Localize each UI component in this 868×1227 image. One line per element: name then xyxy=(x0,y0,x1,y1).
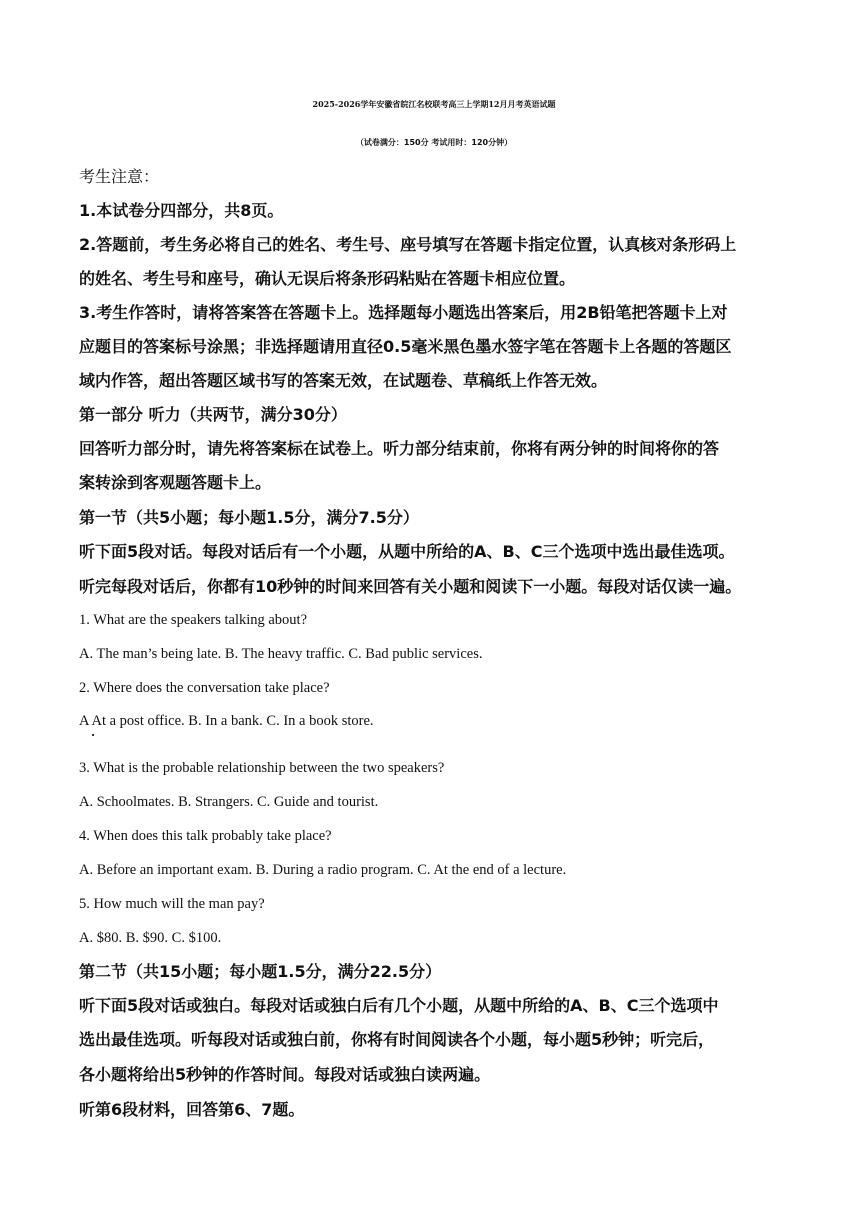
exam-info-subtitle: （试卷满分：150分 考试用时：120分钟） xyxy=(355,138,513,147)
notice-item-2-line-2: 的姓名、考生号和座号，确认无误后将条形码粘贴在答题卡相应位置。 xyxy=(79,269,576,288)
part1-intro-line-1: 回答听力部分时，请先将答案标在试卷上。听力部分结束前，你将有两分钟的时间将你的答 xyxy=(79,439,720,458)
question-2: 2. Where does the conversation take place? xyxy=(79,680,330,696)
question-3: 3. What is the probable relationship between the two speakers? xyxy=(79,760,445,776)
section2-heading: 第二节（共15小题；每小题1.5分，满分22.5分） xyxy=(79,962,442,981)
notice-item-3-line-3: 域内作答，超出答题区域书写的答案无效，在试题卷、草稿纸上作答无效。 xyxy=(79,371,608,390)
part1-intro-line-2: 案转涂到客观题答题卡上。 xyxy=(79,473,272,492)
material-6-instruction: 听第6段材料，回答第6、7题。 xyxy=(79,1100,305,1119)
section1-heading: 第一节（共5小题；每小题1.5分，满分7.5分） xyxy=(79,508,419,527)
notice-item-3-line-1: 3.考生作答时，请将答案答在答题卡上。选择题每小题选出答案后，用2B铅笔把答题卡上对 xyxy=(79,303,728,322)
section2-intro-line-1: 听下面5段对话或独白。每段对话或独白后有几个小题，从题中所给的A、B、C三个选项中 xyxy=(79,996,719,1015)
question-3-options: A. Schoolmates. B. Strangers. C. Guide and tourist. xyxy=(79,794,379,810)
question-1: 1. What are the speakers talking about? xyxy=(79,612,308,628)
notice-heading: 考生注意： xyxy=(79,167,160,186)
notice-item-2-line-1: 2.答题前，考生务必将自己的姓名、考生号、座号填写在答题卡指定位置，认真核对条形码上 xyxy=(79,235,737,254)
notice-item-3-line-2: 应题目的答案标号涂黑；非选择题请用直径0.5毫米黑色墨水签字笔在答题卡上各题的答题区 xyxy=(79,337,732,356)
question-5: 5. How much will the man pay? xyxy=(79,896,265,912)
notice-item-1: 1.本试卷分四部分，共8页。 xyxy=(79,201,284,220)
question-1-options: A. The man’s being late. B. The heavy traffic. C. Bad public services. xyxy=(79,646,483,662)
stray-dot-mark xyxy=(92,734,94,736)
question-5-options: A. $80. B. $90. C. $100. xyxy=(79,930,222,946)
section2-intro-line-3: 各小题将给出5秒钟的作答时间。每段对话或独白读两遍。 xyxy=(79,1065,491,1084)
section1-intro-line-2: 听完每段对话后，你都有10秒钟的时间来回答有关小题和阅读下一小题。每段对话仅读一遍。 xyxy=(79,577,742,596)
section1-intro-line-1: 听下面5段对话。每段对话后有一个小题，从题中所给的A、B、C三个选项中选出最佳选项。 xyxy=(79,542,735,561)
page-title: 2025-2026学年安徽省皖江名校联考高三上学期12月月考英语试题 xyxy=(312,99,556,109)
question-4-options: A. Before an important exam. B. During a radio program. C. At the end of a lecture. xyxy=(79,862,567,878)
question-2-options: A At a post office. B. In a bank. C. In a book store. xyxy=(79,713,374,729)
question-4: 4. When does this talk probably take place? xyxy=(79,828,332,844)
section2-intro-line-2: 选出最佳选项。听每段对话或独白前，你将有时间阅读各个小题，每小题5秒钟；听完后， xyxy=(79,1030,715,1049)
part1-heading: 第一部分 听力（共两节，满分30分） xyxy=(79,405,347,424)
